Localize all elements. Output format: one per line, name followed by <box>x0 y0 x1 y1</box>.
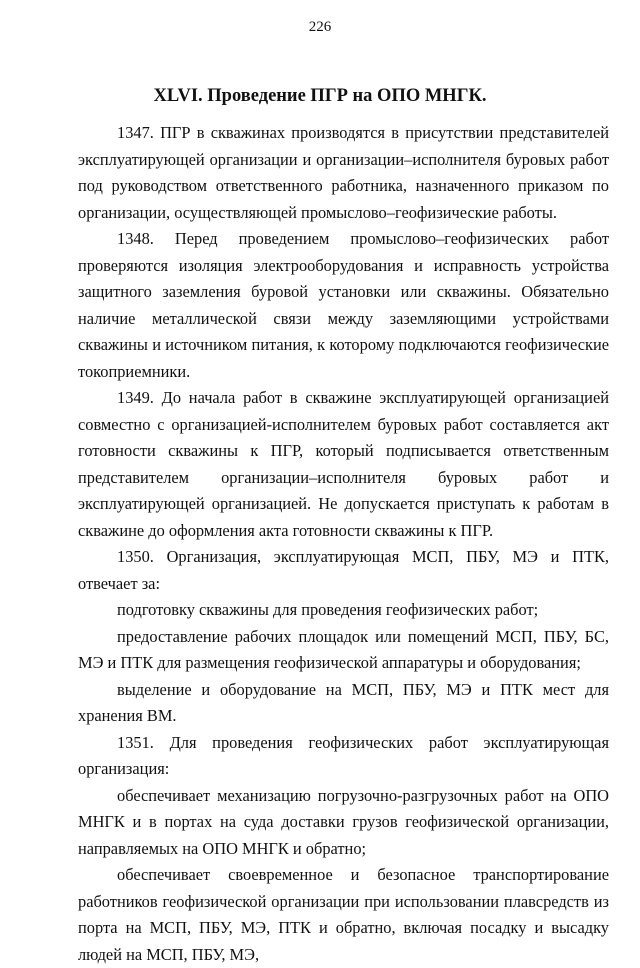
paragraph-1347: 1347. ПГР в скважинах производятся в присутствии представителей эксплуатирующей организации и организации–исполнителя буровых работ под руководством ответственного работника, назначенного приказом по организации, осуществляющей промыслово–геофизические работы. <box>78 123 609 222</box>
paragraph-1349: 1349. До начала работ в скважине эксплуатирующей организацией совместно с организацией-исполнителем буровых работ составляется акт готовности скважины к ПГР, который подписывается ответственным представителем организации–исполнителя буровых работ и эксплуатирующей организацией. Не допускается приступать к работам в скважине до оформления акта готовности скважины к ПГР. <box>78 388 609 540</box>
list-item-vm-storage: выделение и оборудование на МСП, ПБУ, МЭ и ПТК мест для хранения ВМ. <box>78 679 609 725</box>
list-item-well-preparation: подготовку скважины для проведения геофизических работ; <box>117 600 539 619</box>
page-number: 226 <box>308 19 332 35</box>
list-item-work-areas: предоставление рабочих площадок или помещений МСП, ПБУ, БС, МЭ и ПТК для размещения геофизической аппаратуры и оборудования; <box>78 626 609 672</box>
section-heading: XLVI. Проведение ПГР на ОПО МНГК. <box>153 86 487 106</box>
list-item-mechanization: обеспечивает механизацию погрузочно-разгрузочных работ на ОПО МНГК и в портах на суда доставки грузов геофизической организации, направляемых на ОПО МНГК и обратно; <box>78 785 609 858</box>
list-item-transportation: обеспечивает своевременное и безопасное транспортирование работников геофизической организации при использовании плавсредств из порта на МСП, ПБУ, МЭ, ПТК и обратно, включая посадку и высадку людей на МСП, ПБУ, МЭ, <box>78 865 609 964</box>
document-body <box>78 120 609 968</box>
paragraph-1348: 1348. Перед проведением промыслово–геофизических работ проверяются изоляция электрооборудования и исправность устройства защитного заземления буровой установки или скважины. Обязательно наличие металлической связи между заземляющими устройствами скважины и источником питания, к которому подключаются геофизические токоприемники. <box>78 229 609 381</box>
paragraph-1350: 1350. Организация, эксплуатирующая МСП, ПБУ, МЭ и ПТК, отвечает за: <box>78 547 609 593</box>
paragraph-1351: 1351. Для проведения геофизических работ эксплуатирующая организация: <box>78 732 609 778</box>
